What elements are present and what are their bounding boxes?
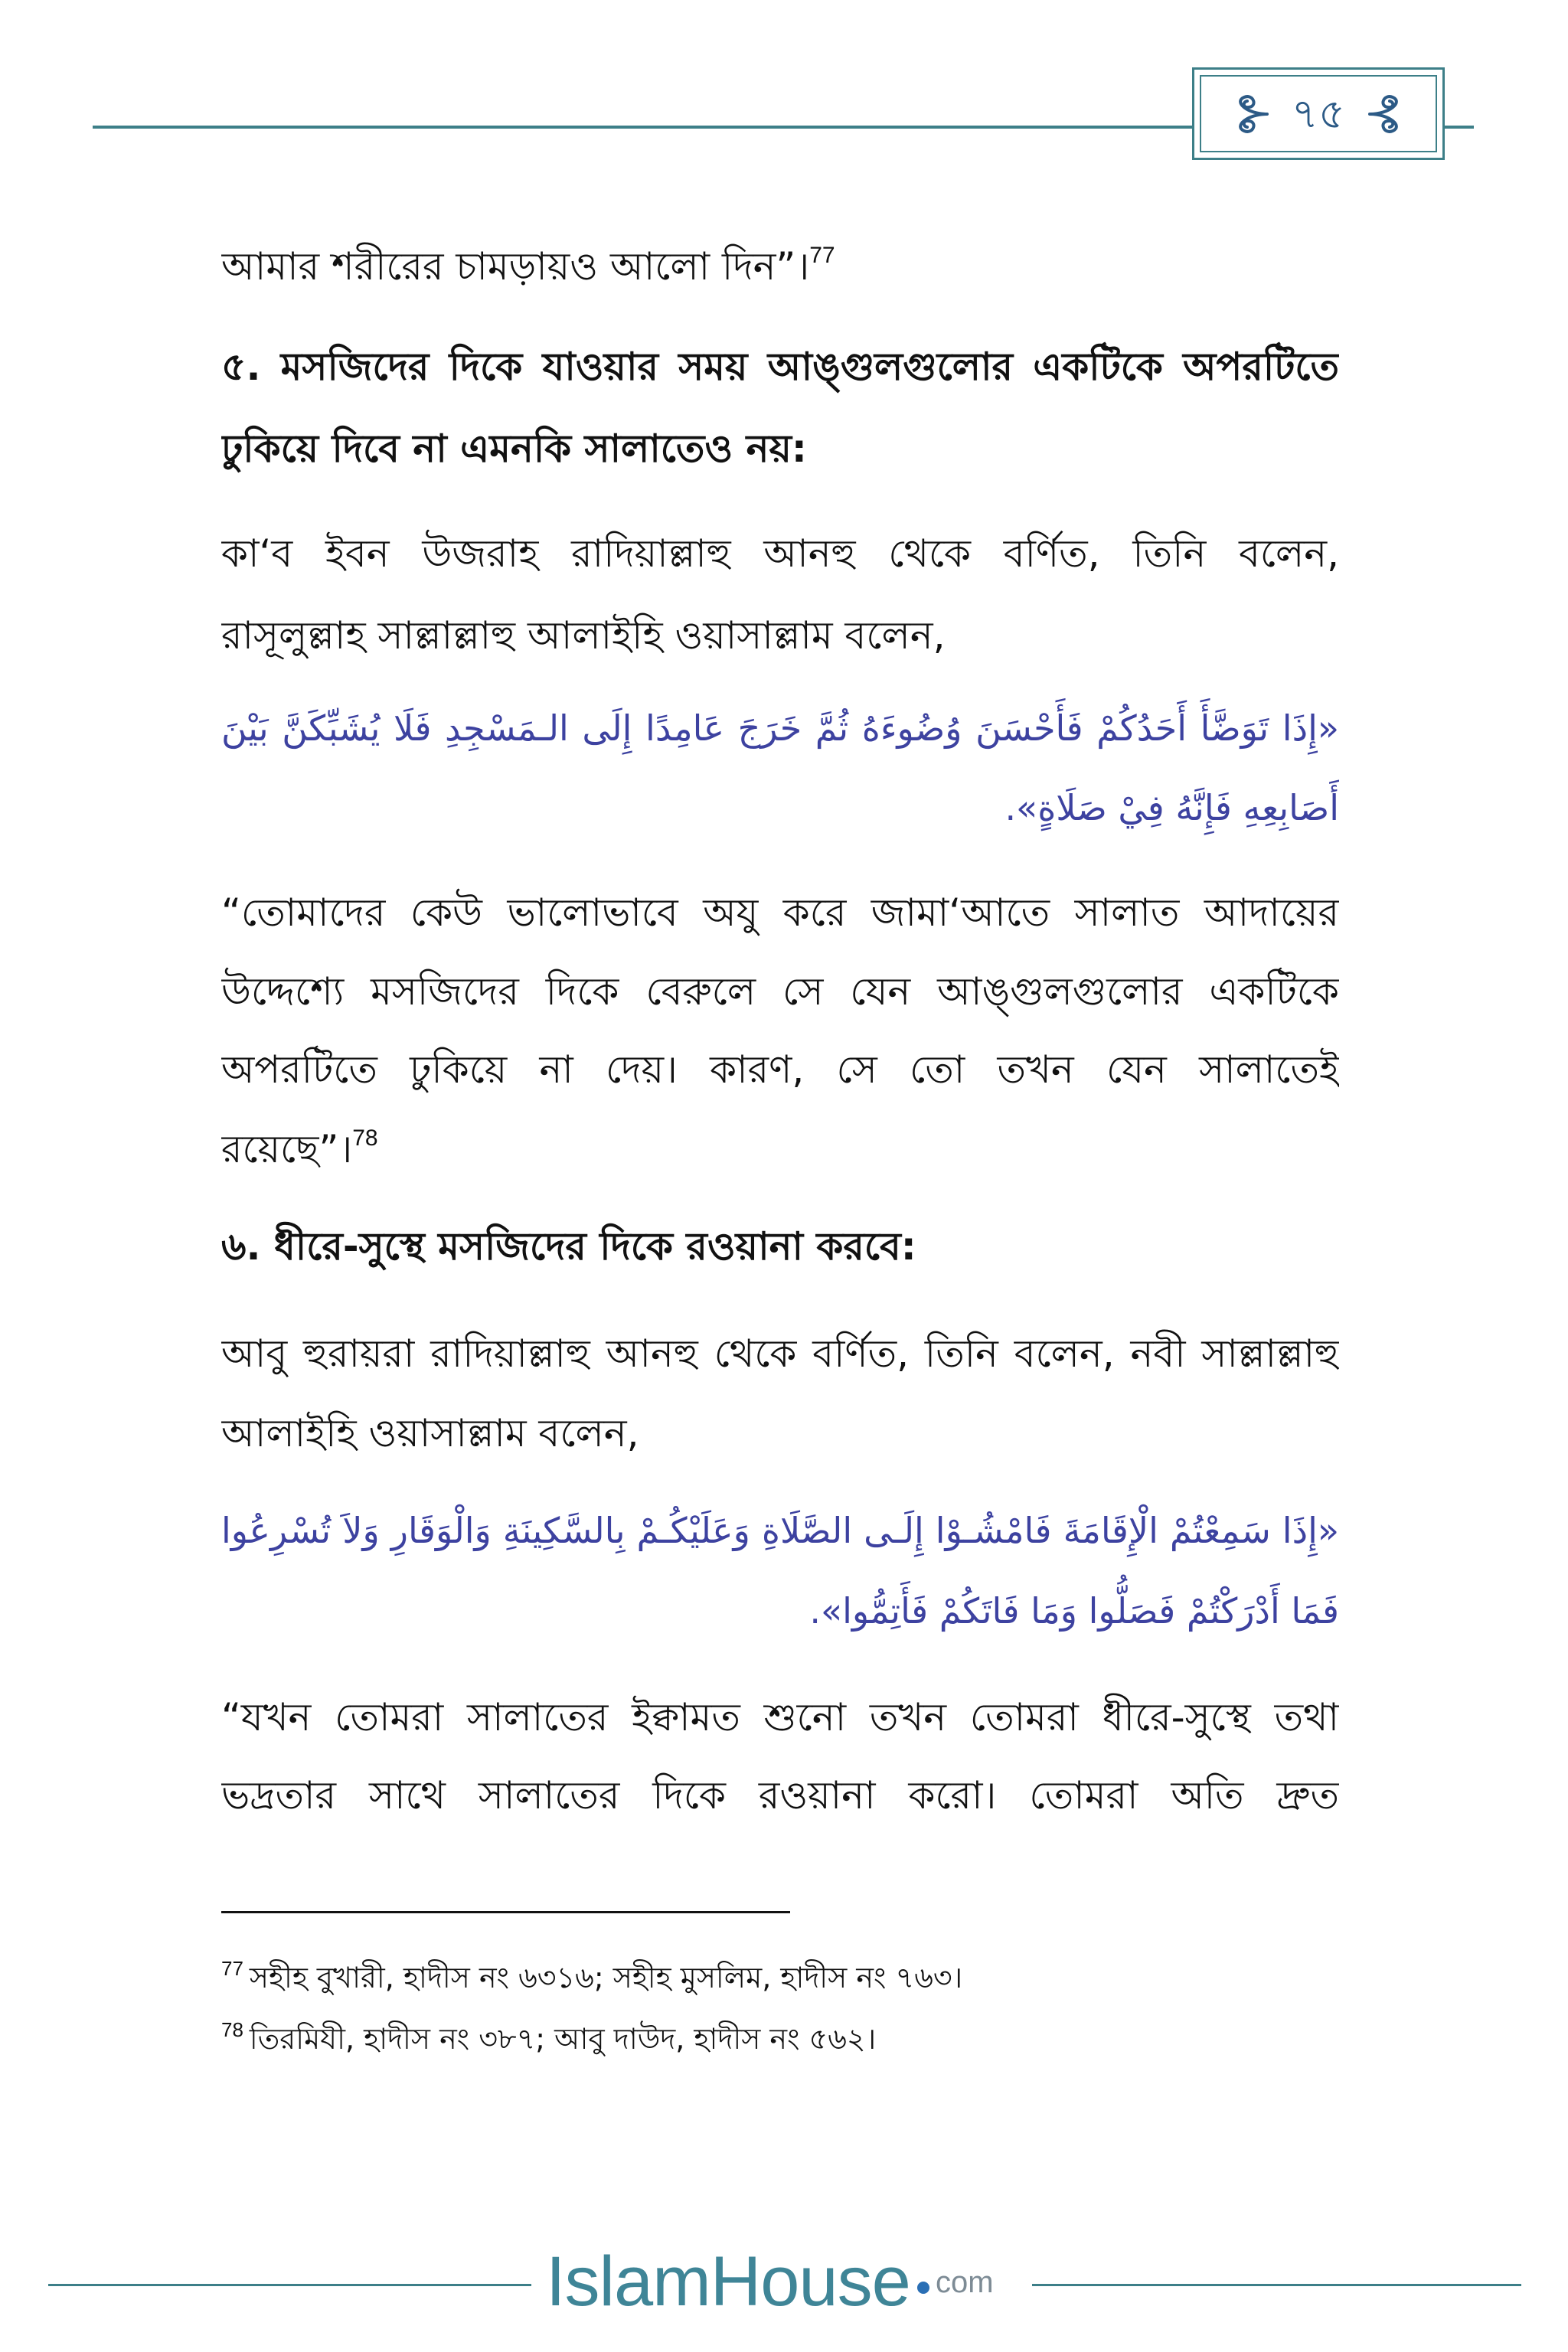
footer-brand-logo: IslamHouse bbox=[546, 2243, 910, 2321]
section-heading: ঢুকিয়ে দিবে না এমনকি সালাতেও নয়: bbox=[221, 426, 807, 471]
narration-line: আবু হুরায়রা রাদিয়াল্লাহু আনহু থেকে বর্ণিত, তিনি বলেন, নবী সাল্লাল্লাহু bbox=[221, 1331, 1339, 1376]
arabic-hadith-line: «إِذَا تَوَضَّأَ أَحَدُكُمْ فَأَحْسَنَ وُضُوءَهُ ثُمَّ خَرَجَ عَامِدًا إِلَى الـمَسْجِدِ فَلَا يُشَبِّكَنَّ بَيْنَ bbox=[221, 707, 1339, 749]
footer-brand-domain: com bbox=[936, 2265, 994, 2299]
translation-line: উদ্দেশ্যে মসজিদের দিকে বেরুলে সে যেন আঙ্গুলগুলোর একটিকে bbox=[221, 969, 1339, 1014]
translation-line: “যখন তোমরা সালাতের ইক্বামত শুনো তখন তোমরা ধীরে-সুস্থে তথা bbox=[221, 1695, 1339, 1740]
footer-rule-right bbox=[1032, 2284, 1521, 2286]
footnote-number: 77 bbox=[221, 1957, 243, 1980]
narration-line: কা‘ব ইবন উজরাহ রাদিয়াল্লাহু আনহু থেকে বর্ণিত, তিনি বলেন, bbox=[221, 531, 1339, 576]
page-number-box bbox=[1192, 67, 1445, 160]
ornament-left-icon bbox=[1226, 91, 1272, 137]
line-text: আমার শরীরের চামড়ায়ও আলো দিন”। bbox=[221, 244, 810, 289]
continuation-line bbox=[221, 226, 1339, 307]
brand-dot-icon bbox=[917, 2282, 929, 2294]
translation-line: ভদ্রতার সাথে সালাতের দিকে রওয়ানা করো। তোমরা অতি দ্রুত bbox=[221, 1773, 1339, 1818]
header-rule-right bbox=[1445, 126, 1474, 129]
page-number: ৭৫ bbox=[1291, 89, 1346, 138]
arabic-hadith-line: أَصَابِعِهِ فَإِنَّهُ فِيْ صَلَاةٍ». bbox=[1004, 787, 1339, 828]
arabic-hadith-line: فَمَا أَدْرَكْتُمْ فَصَلُّوا وَمَا فَاتَكُمْ فَأَتِمُّوا». bbox=[809, 1590, 1339, 1632]
footer-rule-left bbox=[48, 2284, 531, 2286]
line-text: রয়েছে”। bbox=[221, 1127, 353, 1171]
narration-line: রাসূলুল্লাহ সাল্লাল্লাহু আলাইহি ওয়াসাল্লাম বলেন, bbox=[221, 613, 946, 658]
footnote-ref: 78 bbox=[352, 1125, 378, 1151]
translation-line: অপরটিতে ঢুকিয়ে না দেয়। কারণ, সে তো তখন যেন সালাতেই bbox=[221, 1047, 1339, 1092]
footnote-text: সহীহ বুখারী, হাদীস নং ৬৩১৬; সহীহ মুসলিম, হাদীস নং ৭৬৩। bbox=[249, 1961, 963, 1994]
footnote-ref: 77 bbox=[809, 243, 835, 268]
translation-line: “তোমাদের কেউ ভালোভাবে অযু করে জামা‘আতে সালাত আদায়ের bbox=[221, 890, 1339, 935]
footnote-separator bbox=[221, 1911, 790, 1913]
narration-line: আলাইহি ওয়াসাল্লাম বলেন, bbox=[221, 1411, 639, 1455]
section-heading: ৫. মসজিদের দিকে যাওয়ার সময় আঙ্গুলগুলোর একটিকে অপরটিতে bbox=[221, 345, 1339, 389]
footnote bbox=[221, 1951, 1339, 2004]
section-heading: ৬. ধীরে-সুস্থে মসজিদের দিকে রওয়ানা করবে: bbox=[221, 1224, 916, 1269]
arabic-hadith-line: «إِذَا سَمِعْتُمْ الْإِقَامَةَ فَامْشُـوْا إِلَـى الصَّلَاةِ وَعَلَيْكُـمْ بِالسَّكِينَةِ وَالْوَقَارِ وَلاَ تُسْرِعُوا bbox=[221, 1510, 1339, 1551]
footnote-number: 78 bbox=[221, 2018, 243, 2041]
translation-line bbox=[221, 1109, 1339, 1190]
footnote bbox=[221, 2012, 1339, 2066]
footnote-text: তিরমিযী, হাদীস নং ৩৮৭; আবু দাউদ, হাদীস নং ৫৬২। bbox=[249, 2022, 877, 2056]
header-rule-left bbox=[93, 126, 1192, 129]
ornament-right-icon bbox=[1365, 91, 1411, 137]
